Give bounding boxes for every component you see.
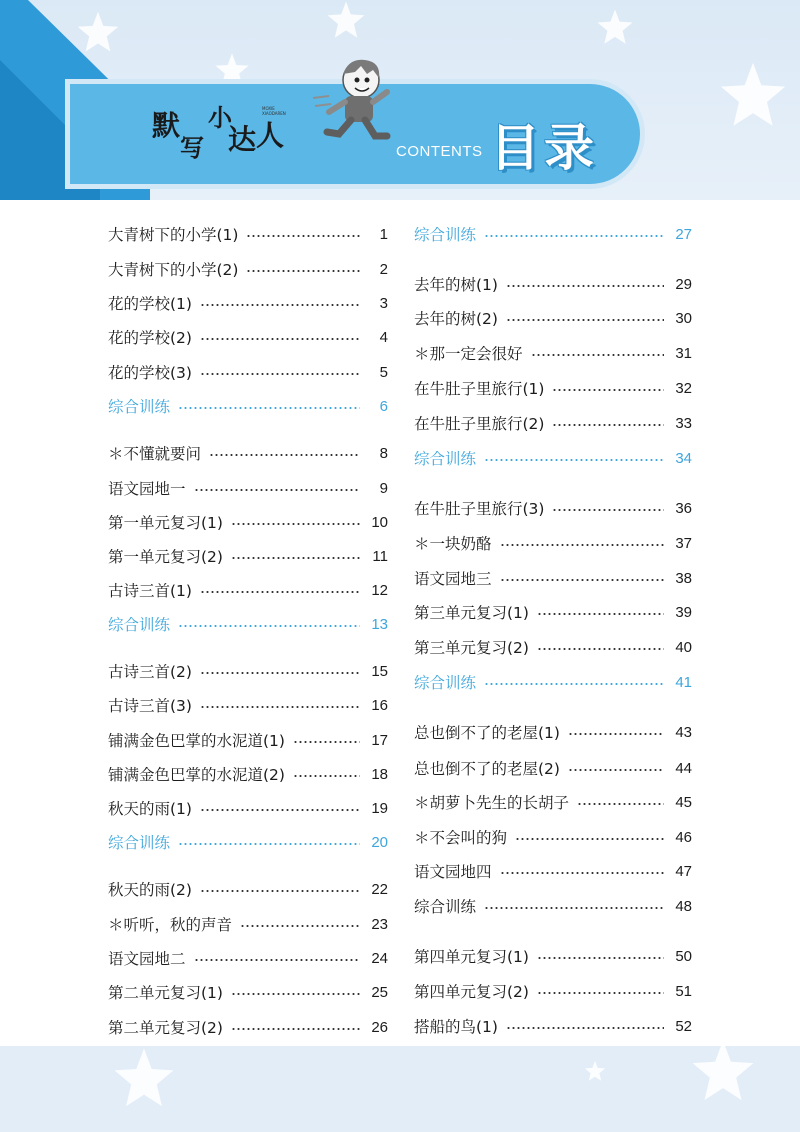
toc-entry[interactable] — [414, 894, 692, 918]
toc-entry-page: 52 — [675, 1017, 692, 1035]
toc-entry[interactable] — [414, 376, 692, 400]
toc-entry-page: 23 — [371, 915, 388, 933]
toc-entry-title: 古诗三首(3) — [108, 697, 192, 715]
dot-leader — [178, 843, 360, 845]
toc-entry[interactable] — [108, 578, 388, 602]
toc-entry-page: 13 — [371, 615, 388, 633]
toc-entry-title: 搭船的鸟(1) — [414, 1018, 498, 1036]
toc-entry[interactable] — [108, 612, 388, 636]
toc-entry-page: 3 — [379, 294, 388, 312]
dot-leader — [178, 625, 360, 627]
toc-entry-title: 综合训练 — [108, 616, 171, 634]
dot-leader — [200, 338, 360, 340]
dot-leader — [484, 235, 664, 237]
toc-entry-title: ＊不会叫的狗 — [414, 829, 508, 847]
toc-entry-title: 综合训练 — [414, 898, 477, 916]
toc-entry-title: 秋天的雨(1) — [108, 800, 192, 818]
dot-leader — [194, 959, 360, 961]
toc-entry[interactable] — [108, 728, 388, 752]
toc-entry[interactable] — [108, 980, 388, 1004]
toc-entry[interactable] — [414, 306, 692, 330]
dot-leader — [577, 803, 664, 805]
toc-entry-title: ＊那一定会很好 — [414, 345, 523, 363]
toc-entry-page: 10 — [371, 513, 388, 531]
dot-leader — [506, 319, 664, 321]
dot-leader — [531, 354, 664, 356]
toc-entry-page: 24 — [371, 949, 388, 967]
toc-entry-title: 铺满金色巴掌的水泥道(2) — [108, 766, 285, 784]
dot-leader — [515, 838, 664, 840]
dot-leader — [484, 683, 664, 685]
dot-leader — [537, 648, 664, 650]
toc-entry-title: 去年的树(1) — [414, 276, 498, 294]
toc-entry[interactable] — [108, 441, 388, 465]
toc-entry-page: 19 — [371, 799, 388, 817]
logo-char: 默 — [152, 109, 181, 142]
toc-entry-title: 第三单元复习(1) — [414, 604, 529, 622]
star-icon — [690, 1038, 756, 1104]
toc-entry-page: 20 — [371, 833, 388, 851]
toc-entry-title: 第一单元复习(2) — [108, 548, 223, 566]
toc-entry-title: 秋天的雨(2) — [108, 881, 192, 899]
toc-entry-page: 51 — [675, 982, 692, 1000]
toc-entry-page: 2 — [379, 260, 388, 278]
dot-leader — [537, 957, 664, 959]
toc-entry[interactable] — [414, 720, 692, 744]
dot-leader — [200, 304, 360, 306]
toc-entry-page: 22 — [371, 880, 388, 898]
toc-entry[interactable] — [414, 979, 692, 1003]
toc-entry-title: 综合训练 — [108, 834, 171, 852]
toc-entry-title: 综合训练 — [414, 226, 477, 244]
toc-entry[interactable] — [108, 912, 388, 936]
toc-entry[interactable] — [108, 325, 388, 349]
dot-leader — [200, 591, 360, 593]
toc-entry-page: 29 — [675, 275, 692, 293]
dot-leader — [484, 907, 664, 909]
toc-entry[interactable] — [414, 1014, 692, 1038]
toc-entry-title: 第一单元复习(1) — [108, 514, 223, 532]
star-icon — [584, 1060, 606, 1082]
toc-entry-page: 17 — [371, 731, 388, 749]
toc-entry-title: ＊不懂就要问 — [108, 445, 202, 463]
toc-entry-page: 38 — [675, 569, 692, 587]
dot-leader — [178, 407, 360, 409]
toc-entry-page: 1 — [379, 225, 388, 243]
logo-char: 人 — [256, 119, 285, 152]
dot-leader — [552, 389, 664, 391]
toc-entry-page: 40 — [675, 638, 692, 656]
toc-entry-page: 25 — [371, 983, 388, 1001]
toc-entry[interactable] — [108, 510, 388, 534]
toc-entry[interactable] — [414, 566, 692, 590]
toc-entry-page: 47 — [675, 862, 692, 880]
toc-entry-page: 31 — [675, 344, 692, 362]
toc-entry-title: ＊一块奶酪 — [414, 535, 492, 553]
toc-entry-page: 27 — [675, 225, 692, 243]
star-icon — [596, 8, 634, 46]
dot-leader — [484, 459, 664, 461]
toc-entry[interactable] — [108, 796, 388, 820]
dot-leader — [293, 775, 360, 777]
toc-entry-page: 48 — [675, 897, 692, 915]
logo-char: 达 — [228, 123, 257, 156]
toc-entry[interactable] — [414, 635, 692, 659]
toc-entry[interactable] — [414, 825, 692, 849]
dot-leader — [568, 769, 664, 771]
toc-entry-title: 去年的树(2) — [414, 310, 498, 328]
toc-entry-page: 41 — [675, 673, 692, 691]
dot-leader — [552, 424, 664, 426]
toc-entry-page: 30 — [675, 309, 692, 327]
logo-subtitle: MOXIE XIAODAREN — [262, 106, 286, 116]
toc-entry-title: 语文园地一 — [108, 480, 186, 498]
toc-entry[interactable] — [414, 496, 692, 520]
running-boy-icon — [305, 58, 395, 144]
toc-entry[interactable] — [414, 944, 692, 968]
toc-entry-page: 18 — [371, 765, 388, 783]
toc-entry[interactable] — [108, 257, 388, 281]
toc-entry[interactable] — [414, 341, 692, 365]
toc-entry-title: 花的学校(1) — [108, 295, 192, 313]
toc-entry-title: 综合训练 — [108, 398, 171, 416]
toc-entry-title: 铺满金色巴掌的水泥道(1) — [108, 732, 285, 750]
dot-leader — [200, 890, 360, 892]
toc-entry-page: 37 — [675, 534, 692, 552]
dot-leader — [200, 672, 360, 674]
toc-entry-title: 花的学校(3) — [108, 364, 192, 382]
dot-leader — [240, 925, 360, 927]
dot-leader — [200, 809, 360, 811]
toc-entry-title: 古诗三首(2) — [108, 663, 192, 681]
toc-entry-title: 大青树下的小学(1) — [108, 226, 239, 244]
dot-leader — [500, 579, 664, 581]
toc-entry-title: 在牛肚子里旅行(3) — [414, 500, 545, 518]
dot-leader — [552, 509, 664, 511]
dot-leader — [200, 706, 360, 708]
dot-leader — [537, 992, 664, 994]
toc-entry-page: 11 — [372, 547, 388, 565]
toc-entry-title: 大青树下的小学(2) — [108, 261, 239, 279]
dot-leader — [506, 1027, 664, 1029]
toc-entry-title: 第四单元复习(1) — [414, 948, 529, 966]
toc-entry[interactable] — [108, 544, 388, 568]
toc-entry[interactable] — [108, 877, 388, 901]
dot-leader — [194, 489, 360, 491]
toc-entry[interactable] — [414, 790, 692, 814]
page-title: 目录 — [490, 119, 598, 177]
toc-entry-page: 32 — [675, 379, 692, 397]
toc-entry-title: 第二单元复习(2) — [108, 1019, 223, 1037]
toc-entry-title: 第三单元复习(2) — [414, 639, 529, 657]
dot-leader — [500, 872, 664, 874]
logo-char: 小 — [208, 103, 232, 132]
toc-entry[interactable] — [108, 762, 388, 786]
dot-leader — [537, 613, 664, 615]
toc-entry-title: 古诗三首(1) — [108, 582, 192, 600]
toc-entry[interactable] — [414, 272, 692, 296]
dot-leader — [231, 557, 360, 559]
dot-leader — [200, 373, 360, 375]
toc-entry-title: 第二单元复习(1) — [108, 984, 223, 1002]
toc-entry[interactable] — [414, 756, 692, 780]
dot-leader — [231, 993, 360, 995]
dot-leader — [506, 285, 664, 287]
dot-leader — [231, 523, 360, 525]
toc-entry[interactable] — [108, 693, 388, 717]
toc-entry-page: 45 — [675, 793, 692, 811]
star-icon — [718, 60, 788, 130]
toc-entry-page: 15 — [371, 662, 388, 680]
star-icon — [214, 52, 250, 88]
toc-entry-page: 34 — [675, 449, 692, 467]
dot-leader — [231, 1028, 360, 1030]
toc-entry[interactable] — [108, 222, 388, 246]
toc-entry-page: 43 — [675, 723, 692, 741]
logo-char: 写 — [180, 133, 204, 162]
toc-entry[interactable] — [414, 222, 692, 246]
toc-entry[interactable] — [108, 946, 388, 970]
star-icon — [326, 0, 366, 40]
toc-entry[interactable] — [414, 859, 692, 883]
toc-entry-page: 9 — [379, 479, 388, 497]
toc-entry-title: 在牛肚子里旅行(1) — [414, 380, 545, 398]
contents-label: CONTENTS — [396, 143, 483, 160]
toc-entry[interactable] — [414, 446, 692, 470]
toc-entry-page: 8 — [379, 444, 388, 462]
toc-entry-page: 36 — [675, 499, 692, 517]
dot-leader — [293, 741, 360, 743]
toc-entry-page: 50 — [675, 947, 692, 965]
toc-entry-page: 16 — [371, 696, 388, 714]
toc-entry-page: 4 — [379, 328, 388, 346]
toc-entry-title: 综合训练 — [414, 450, 477, 468]
dot-leader — [500, 544, 664, 546]
toc-entry[interactable] — [108, 830, 388, 854]
toc-entry-title: 花的学校(2) — [108, 329, 192, 347]
toc-entry-title: ＊胡萝卜先生的长胡子 — [414, 794, 570, 812]
toc-entry[interactable] — [108, 360, 388, 384]
toc-entry-title: ＊听听，秋的声音 — [108, 916, 233, 934]
toc-entry-page: 39 — [675, 603, 692, 621]
toc-entry[interactable] — [108, 659, 388, 683]
toc-entry[interactable] — [108, 1015, 388, 1039]
toc-entry-title: 语文园地四 — [414, 863, 492, 881]
toc-entry-title: 总也倒不了的老屋(1) — [414, 724, 560, 742]
toc-entry[interactable] — [414, 531, 692, 555]
dot-leader — [246, 270, 360, 272]
toc-entry[interactable] — [108, 394, 388, 418]
dot-leader — [246, 235, 360, 237]
toc-entry[interactable] — [108, 476, 388, 500]
toc-entry-title: 语文园地三 — [414, 570, 492, 588]
toc-entry-page: 26 — [371, 1018, 388, 1036]
star-icon — [112, 1046, 176, 1110]
toc-entry[interactable] — [414, 411, 692, 435]
toc-entry-title: 总也倒不了的老屋(2) — [414, 760, 560, 778]
toc-entry-title: 第四单元复习(2) — [414, 983, 529, 1001]
toc-entry-page: 12 — [371, 581, 388, 599]
toc-entry-page: 6 — [379, 397, 388, 415]
toc-entry[interactable] — [414, 600, 692, 624]
dot-leader — [209, 454, 360, 456]
toc-entry[interactable] — [414, 670, 692, 694]
toc-entry-page: 5 — [379, 363, 388, 381]
toc-entry-page: 46 — [675, 828, 692, 846]
toc-entry[interactable] — [108, 291, 388, 315]
toc-entry-title: 语文园地二 — [108, 950, 186, 968]
toc-entry-page: 33 — [675, 414, 692, 432]
dot-leader — [568, 733, 664, 735]
toc-entry-title: 综合训练 — [414, 674, 477, 692]
toc-entry-page: 44 — [675, 759, 692, 777]
toc-entry-title: 在牛肚子里旅行(2) — [414, 415, 545, 433]
